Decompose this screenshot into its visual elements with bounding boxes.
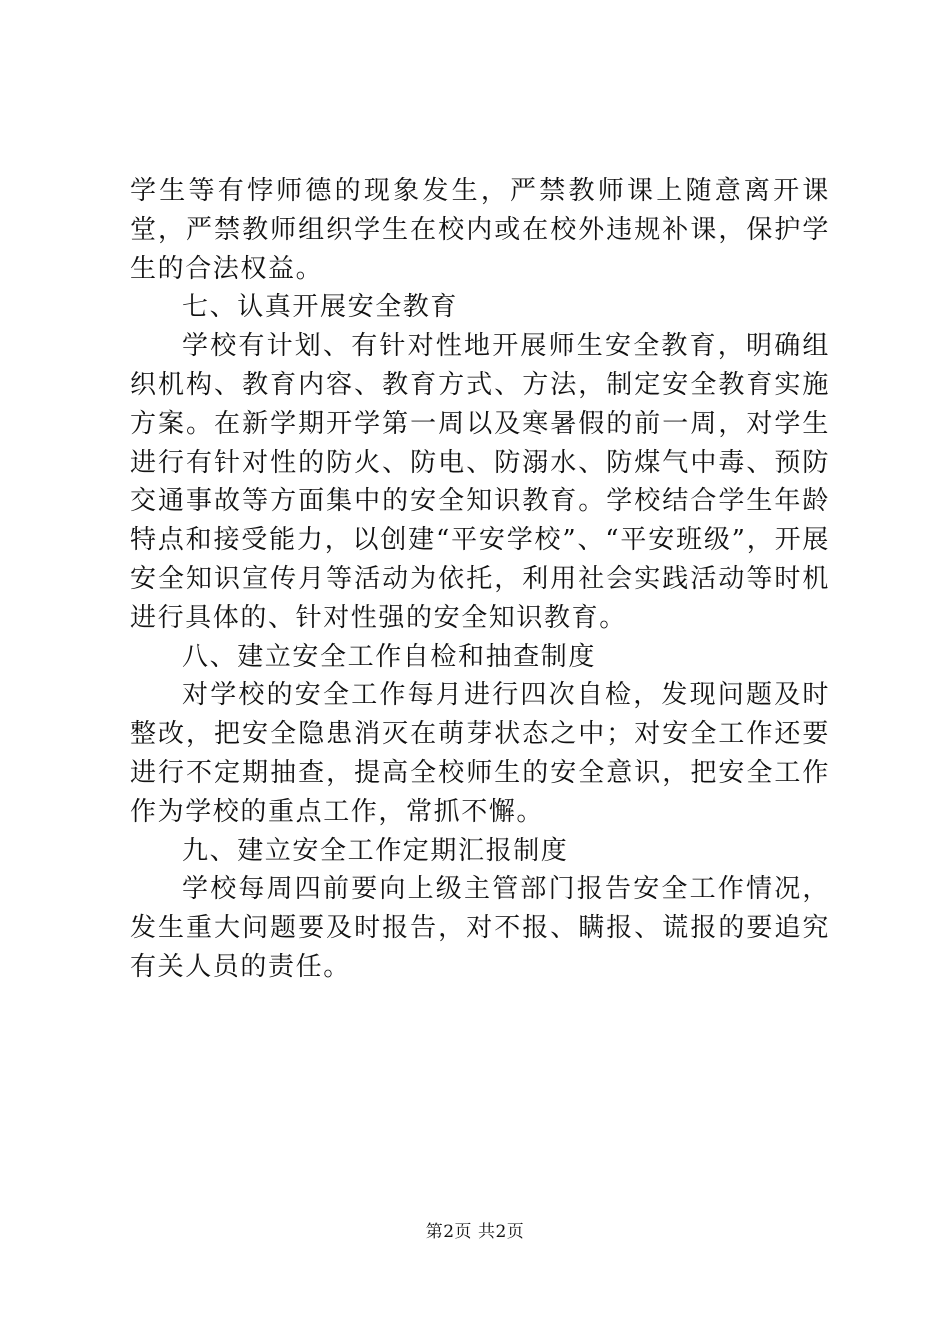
page-number-footer: 第2页 共2页 [425, 1222, 525, 1242]
paragraph-reporting: 学校每周四前要向上级主管部门报告安全工作情况，发生重大问题要及时报告，对不报、瞒报、谎报的要追究有关人员的责任。 [130, 874, 830, 982]
section-heading-seven: 七、认真开展安全教育 [182, 292, 459, 323]
paragraph-continuation: 学生等有悖师德的现象发生，严禁教师课上随意离开课堂，严禁教师组织学生在校内或在校外违规补课，保护学生的合法权益。 [130, 176, 830, 284]
document-body [130, 172, 830, 987]
paragraph-safety-education: 学校有计划、有针对性地开展师生安全教育，明确组织机构、教育内容、教育方式、方法，制定安全教育实施方案。在新学期开学第一周以及寒暑假的前一周，对学生进行有针对性的防火、防电、防溺水、防煤气中毒、预防交通事故等方面集中的安全知识教育。学校结合学生年龄特点和接受能力，以创建“平安学校”、“平安班级”，开展安全知识宣传月等活动为依托，利用社会实践活动等时机进行具体的、针对性强的安全知识教育。 [130, 331, 830, 633]
section-heading-nine: 九、建立安全工作定期汇报制度 [182, 835, 569, 866]
section-heading-eight: 八、建立安全工作自检和抽查制度 [182, 641, 597, 672]
paragraph-self-inspection: 对学校的安全工作每月进行四次自检，发现问题及时整改，把安全隐患消灭在萌芽状态之中；对安全工作还要进行不定期抽查，提高全校师生的安全意识，把安全工作作为学校的重点工作，常抓不懈。 [130, 680, 830, 827]
